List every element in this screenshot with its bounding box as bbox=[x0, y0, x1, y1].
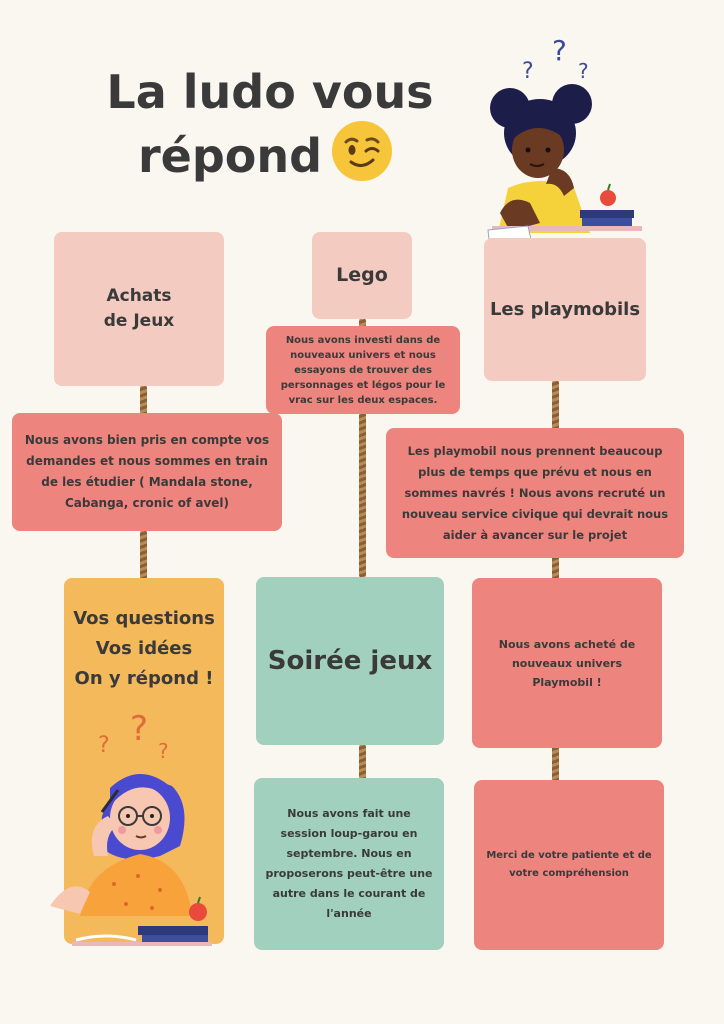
questions-line-1: Vos questions bbox=[73, 608, 215, 629]
soiree-header-box bbox=[256, 577, 444, 745]
playmobils-box-2 bbox=[472, 578, 662, 748]
svg-text:?: ? bbox=[578, 59, 589, 83]
rope-right-3 bbox=[552, 745, 559, 783]
thinking-girl-illustration bbox=[480, 38, 650, 270]
rope-middle-2 bbox=[359, 412, 366, 578]
achats-body-text: Nous avons bien pris en compte vos demandes et nous sommes en train de les étudier ( Mandala stone, Cabanga, cronic of avel) bbox=[24, 433, 270, 510]
svg-text:?: ? bbox=[552, 38, 567, 67]
svg-text:?: ? bbox=[130, 709, 149, 749]
achats-header-box bbox=[54, 232, 224, 386]
questions-text bbox=[73, 604, 215, 694]
playmobils-box-3 bbox=[474, 780, 664, 950]
questions-line-2: Vos idées bbox=[95, 638, 193, 659]
soiree-header: Soirée jeux bbox=[267, 646, 433, 676]
svg-text:?: ? bbox=[522, 59, 534, 84]
rope-right-2 bbox=[552, 555, 559, 580]
rope-left-2 bbox=[140, 530, 147, 580]
playmobils-box-3-text: Merci de votre patiente et de votre compréhension bbox=[486, 850, 652, 879]
svg-text:?: ? bbox=[158, 739, 169, 763]
soiree-body-text: Nous avons fait une session loup-garou en septembre. Nous en proposerons peut-être une autre dans le courant de l'année bbox=[265, 807, 433, 920]
rope-right-1 bbox=[552, 380, 559, 432]
svg-text:?: ? bbox=[98, 733, 110, 758]
lego-body-box bbox=[266, 326, 460, 414]
lego-header-box bbox=[312, 232, 412, 319]
soiree-body-box bbox=[254, 778, 444, 950]
playmobils-body-box bbox=[386, 428, 684, 558]
playmobils-header: Les playmobils bbox=[489, 299, 641, 320]
questions-line-3: On y répond ! bbox=[74, 668, 214, 689]
playmobils-body-text: Les playmobil nous prennent beaucoup plus de temps que prévu et nous en sommes navrés ! Nous avons recruté un nouveau service civique qui devrait nous aider à avancer sur le projet bbox=[401, 443, 669, 542]
lego-body-text: Nous avons investi dans de nouveaux univers et nous essayons de trouver des personnages et légos pour le vrac sur les deux espaces. bbox=[280, 334, 446, 406]
title-line-2: répond bbox=[137, 129, 323, 183]
lego-header: Lego bbox=[336, 264, 388, 286]
achats-body-box bbox=[12, 413, 282, 531]
achats-header-line-2: de Jeux bbox=[103, 311, 175, 331]
rope-middle-3 bbox=[359, 744, 366, 780]
playmobils-header-box bbox=[484, 238, 646, 381]
playmobils-box-2-text: Nous avons acheté de nouveaux univers Playmobil ! bbox=[498, 637, 636, 689]
achats-header-line-1: Achats bbox=[106, 286, 172, 306]
thinking-girl-glasses-illustration bbox=[42, 706, 222, 950]
title-line-1: La ludo vous bbox=[106, 65, 434, 119]
winking-face-icon bbox=[331, 120, 393, 182]
